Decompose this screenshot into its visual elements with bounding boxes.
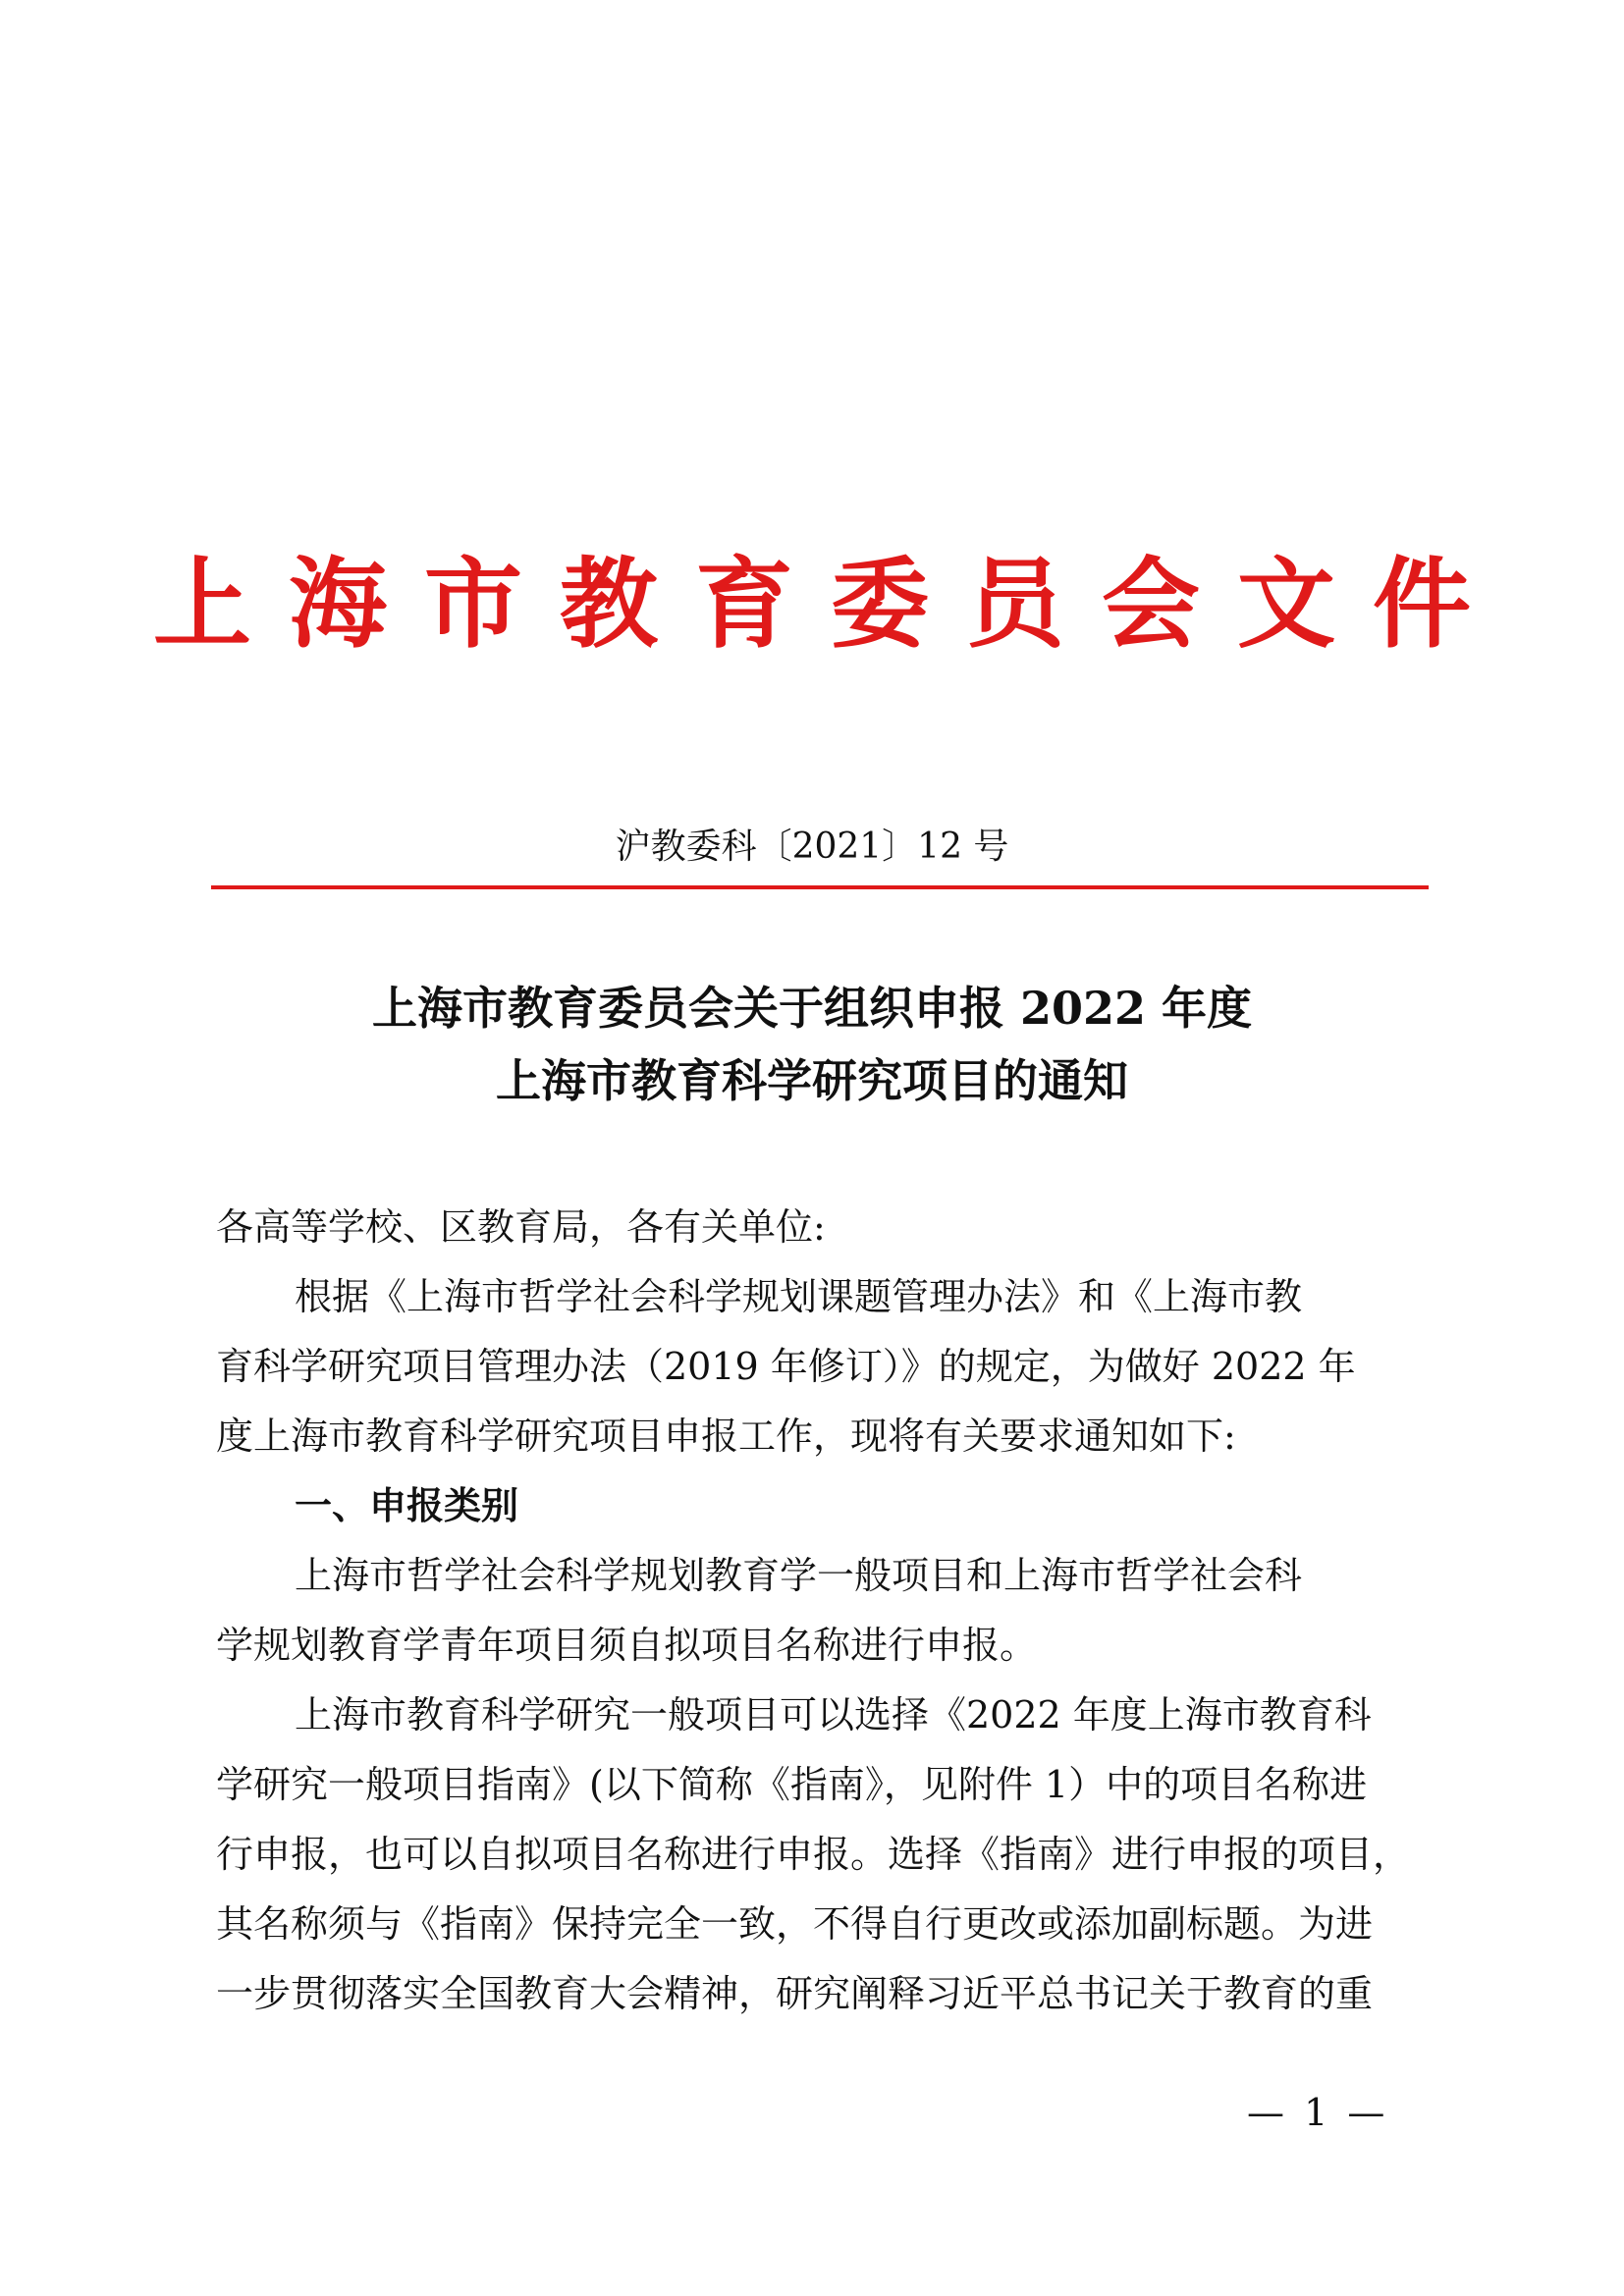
paragraph-3-line-2: 学研究一般项目指南》(以下简称《指南》，见附件 1）中的项目名称进 [216, 1763, 1368, 1806]
paragraph-2-line-1: 上海市哲学社会科学规划教育学一般项目和上海市哲学社会科 [295, 1554, 1303, 1597]
paragraph-3-line-3: 行申报，也可以自拟项目名称进行申报。选择《指南》进行申报的项目， [216, 1833, 1411, 1876]
paragraph-3-line-5: 一步贯彻落实全国教育大会精神，研究阐释习近平总书记关于教育的重 [216, 1972, 1374, 2015]
issuing-organization-title: 上海市教育委员会文件 [153, 546, 1508, 662]
notice-title [0, 972, 1624, 1117]
paragraph-1-line-2: 育科学研究项目管理办法（2019 年修订）》的规定，为做好 2022 年 [216, 1345, 1356, 1388]
paragraph-2-line-2: 学规划教育学青年项目须自拟项目名称进行申报。 [216, 1624, 1038, 1667]
salutation: 各高等学校、区教育局，各有关单位: [216, 1205, 826, 1249]
paragraph-3-line-1: 上海市教育科学研究一般项目可以选择《2022 年度上海市教育科 [295, 1693, 1372, 1736]
paragraph-3-line-4: 其名称须与《指南》保持完全一致，不得自行更改或添加副标题。为进 [216, 1902, 1374, 1946]
notice-title-line-2: 上海市教育科学研究项目的通知 [496, 1054, 1128, 1107]
section-1-heading: 一、申报类别 [295, 1484, 519, 1527]
page-number: — 1 — [1247, 2091, 1389, 2134]
paragraph-1-line-3: 度上海市教育科学研究项目申报工作，现将有关要求通知如下: [216, 1415, 1236, 1458]
notice-body [216, 1193, 1434, 2029]
notice-title-line-1: 上海市教育委员会关于组织申报 2022 年度 [371, 982, 1253, 1035]
document-number: 沪教委科〔2021〕12 号 [615, 827, 1009, 867]
paragraph-1-line-1: 根据《上海市哲学社会科学规划课题管理办法》和《上海市教 [295, 1275, 1303, 1318]
red-divider-line [211, 885, 1429, 889]
